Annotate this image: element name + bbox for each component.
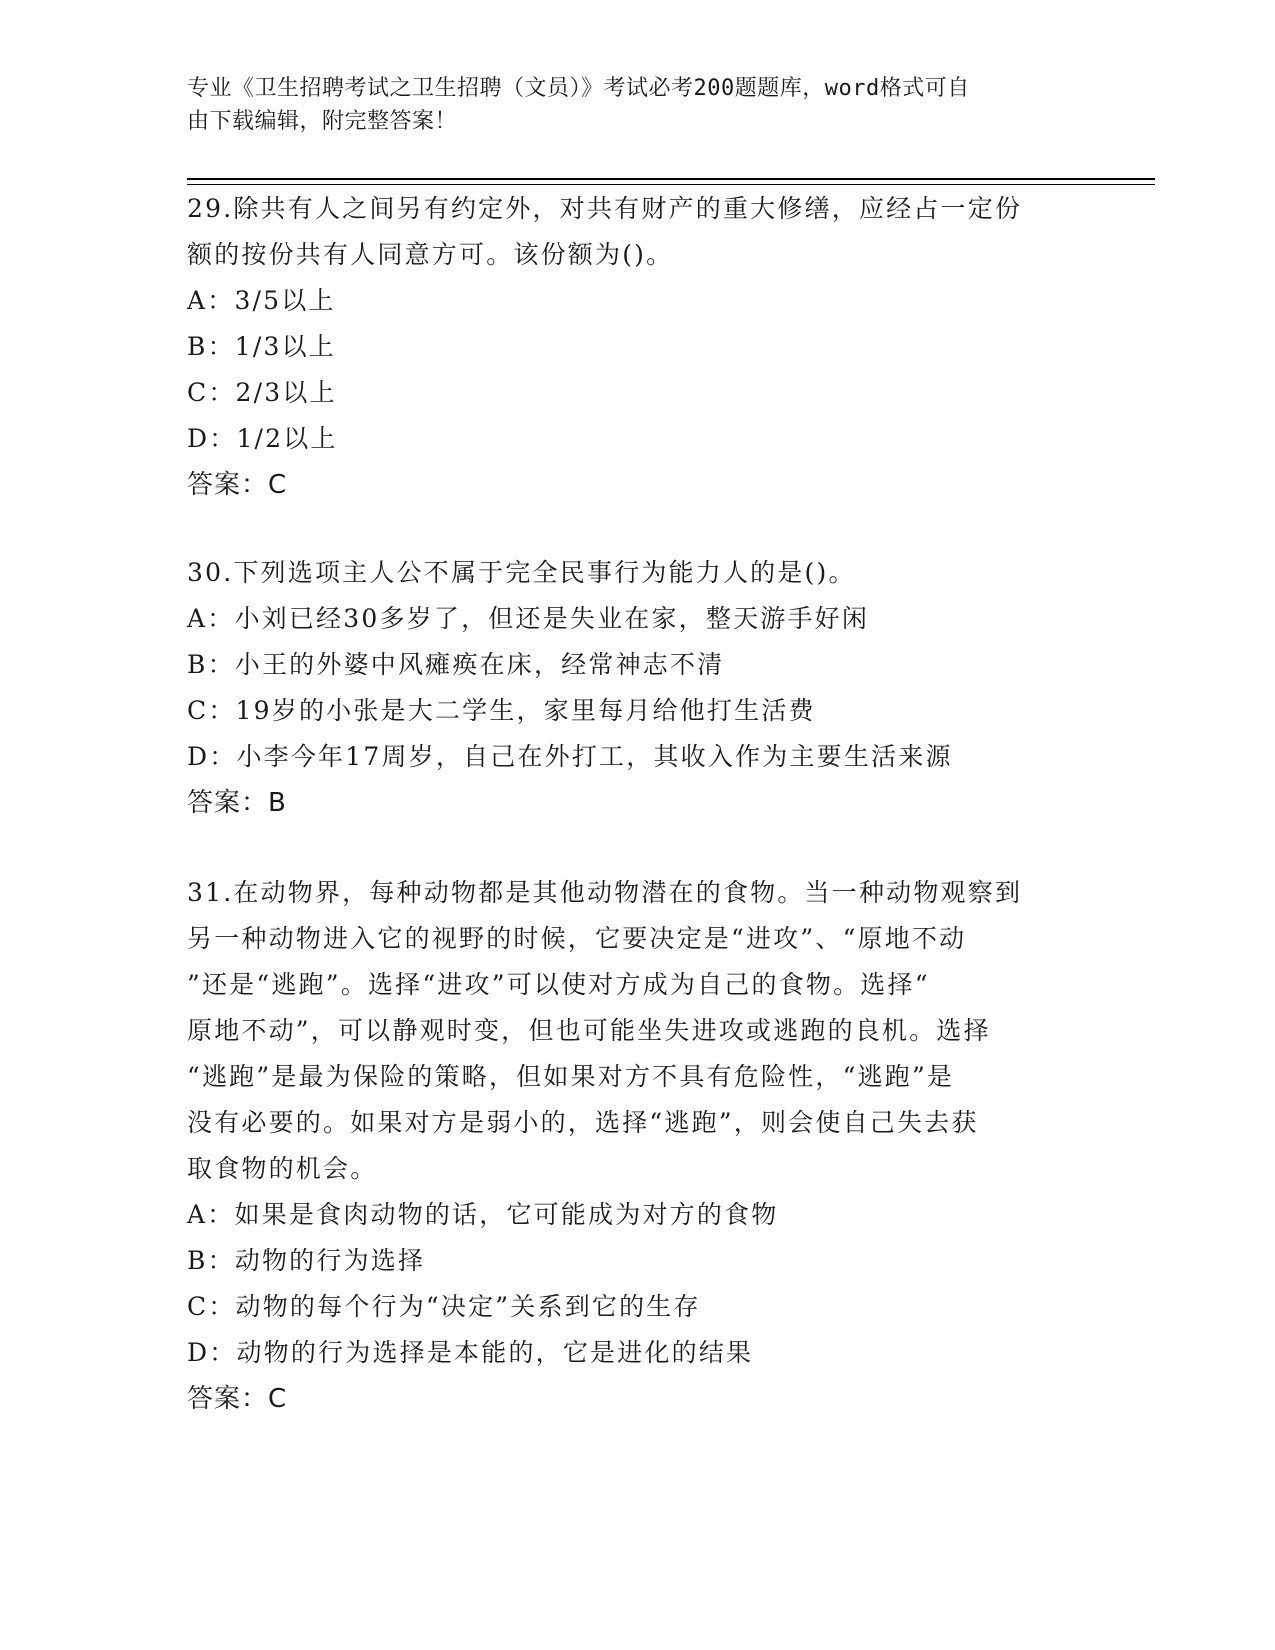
option-d: D：动物的行为选择是本能的，它是进化的结果 bbox=[187, 1338, 754, 1367]
option-c: C：动物的每个行为“决定”关系到它的生存 bbox=[187, 1292, 701, 1321]
header-divider bbox=[187, 184, 1155, 185]
question-stem: 29.除共有人之间另有约定外，对共有财产的重大修缮，应经占一定份 bbox=[187, 194, 1023, 223]
question-stem: 原地不动”，可以静观时变，但也可能坐失进攻或逃跑的良机。选择 bbox=[187, 1016, 991, 1045]
question-stem: 30.下列选项主人公不属于完全民事行为能力人的是()。 bbox=[187, 558, 856, 587]
question-30 bbox=[187, 550, 1087, 826]
option-a: A：小刘已经30多岁了，但还是失业在家，整天游手好闲 bbox=[187, 604, 870, 633]
question-stem: 没有必要的。如果对方是弱小的，选择“逃跑”，则会使自己失去获 bbox=[187, 1108, 979, 1137]
question-stem: 取食物的机会。 bbox=[187, 1154, 378, 1183]
option-c: C：19岁的小张是大二学生，家里每月给他打生活费 bbox=[187, 696, 816, 725]
option-d: D：1/2以上 bbox=[187, 424, 338, 453]
question-stem: ”还是“逃跑”。选择“进攻”可以使对方成为自己的食物。选择“ bbox=[187, 970, 930, 999]
question-stem: 额的按份共有人同意方可。该份额为()。 bbox=[187, 240, 674, 269]
answer: 答案：C bbox=[187, 1384, 288, 1414]
question-stem: 另一种动物进入它的视野的时候，它要决定是“进攻”、“原地不动 bbox=[187, 924, 967, 953]
option-a: A：3/5以上 bbox=[187, 286, 336, 315]
document-header bbox=[187, 72, 1067, 138]
option-d: D：小李今年17周岁，自己在外打工，其收入作为主要生活来源 bbox=[187, 742, 953, 771]
answer: 答案：B bbox=[187, 788, 287, 818]
answer: 答案：C bbox=[187, 470, 288, 500]
option-b: B：动物的行为选择 bbox=[187, 1246, 426, 1275]
option-a: A：如果是食肉动物的话，它可能成为对方的食物 bbox=[187, 1200, 779, 1229]
question-31 bbox=[187, 870, 1087, 1422]
option-c: C：2/3以上 bbox=[187, 378, 337, 407]
header-line: 专业《卫生招聘考试之卫生招聘（文员）》考试必考200题题库，word格式可自 bbox=[187, 76, 970, 101]
question-stem: 31.在动物界，每种动物都是其他动物潜在的食物。当一种动物观察到 bbox=[187, 878, 1023, 907]
question-stem: “逃跑”是最为保险的策略，但如果对方不具有危险性，“逃跑”是 bbox=[187, 1062, 955, 1091]
header-line: 由下载编辑，附完整答案！ bbox=[187, 109, 458, 134]
option-b: B：小王的外婆中风瘫痪在床，经常神志不清 bbox=[187, 650, 725, 679]
header-divider bbox=[187, 178, 1155, 180]
question-29 bbox=[187, 186, 1087, 508]
option-b: B：1/3以上 bbox=[187, 332, 337, 361]
